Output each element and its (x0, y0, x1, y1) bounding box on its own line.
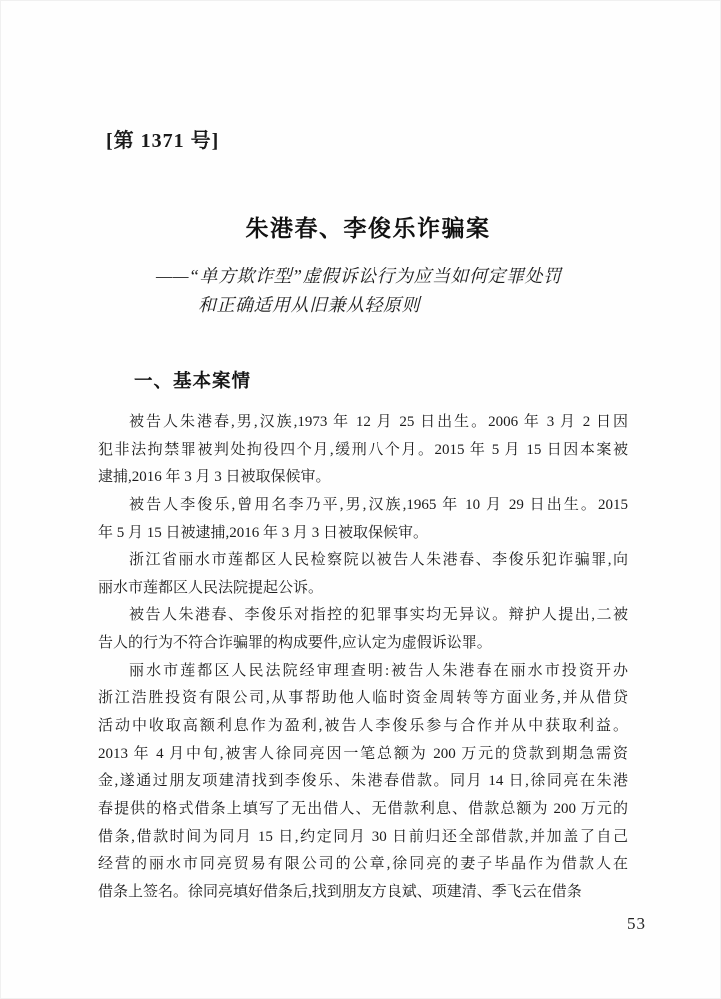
body-text-line: 浙江省丽水市莲都区人民检察院以被告人朱港春、李俊乐犯诈骗罪,向 (129, 552, 628, 569)
body-text-line: 借条上签名。徐同亮填好借条后,找到朋友方良斌、项建清、季飞云在借条 (98, 883, 582, 900)
body-text-line: 金,遂通过朋友项建清找到李俊乐、朱港春借款。同月 14 日,徐同亮在朱港 (98, 773, 628, 790)
body-text-line: 借条,借款时间为同月 15 日,约定同月 30 日前归还全部借款,并加盖了自己 (98, 828, 628, 845)
case-subtitle-line-1: ——“单方欺诈型”虚假诉讼行为应当如何定罪处罚 (156, 266, 562, 286)
body-text-line: 被告人朱港春、李俊乐对指控的犯罪事实均无异议。辩护人提出,二被 (129, 607, 628, 624)
body-text-line: 被告人李俊乐,曾用名李乃平,男,汉族,1965 年 10 月 29 日出生。2015 (129, 496, 628, 513)
body-text-line: 丽水市莲都区人民法院提起公诉。 (98, 579, 324, 596)
body-text-line: 经营的丽水市同亮贸易有限公司的公章,徐同亮的妻子毕晶作为借款人在 (98, 856, 628, 873)
section-heading-basic-facts: 一、基本案情 (134, 370, 252, 391)
page-number: 53 (627, 914, 646, 933)
body-text-line: 告人的行为不符合诈骗罪的构成要件,应认定为虚假诉讼罪。 (98, 635, 492, 652)
body-text-line: 逮捕,2016 年 3 月 3 日被取保候审。 (98, 469, 331, 486)
body-text-line: 年 5 月 15 日被逮捕,2016 年 3 月 3 日被取保候审。 (98, 524, 429, 541)
body-text-line: 2013 年 4 月中旬,被害人徐同亮因一笔总额为 200 万元的贷款到期急需资 (98, 745, 628, 762)
body-text-line: 犯非法拘禁罪被判处拘役四个月,缓刑八个月。2015 年 5 月 15 日因本案被 (98, 441, 628, 458)
body-text-line: 被告人朱港春,男,汉族,1973 年 12 月 25 日出生。2006 年 3 月 2 日因 (129, 414, 628, 430)
case-subtitle-line-2: 和正确适用从旧兼从轻原则 (198, 295, 420, 315)
body-text-line: 春提供的格式借条上填写了无出借人、无借款利息、借款总额为 200 万元的 (98, 800, 628, 817)
case-number: [第 1371 号] (106, 130, 220, 152)
body-text (98, 409, 628, 907)
body-text-line: 活动中收取高额利息作为盈利,被告人李俊乐参与合作并从中获取利益。 (98, 718, 628, 735)
case-title: 朱港春、李俊乐诈骗案 (245, 216, 491, 241)
body-text-line: 浙江浩胜投资有限公司,从事帮助他人临时资金周转等方面业务,并从借贷 (98, 690, 628, 707)
body-text-line: 丽水市莲都区人民法院经审理查明:被告人朱港春在丽水市投资开办 (129, 662, 628, 679)
